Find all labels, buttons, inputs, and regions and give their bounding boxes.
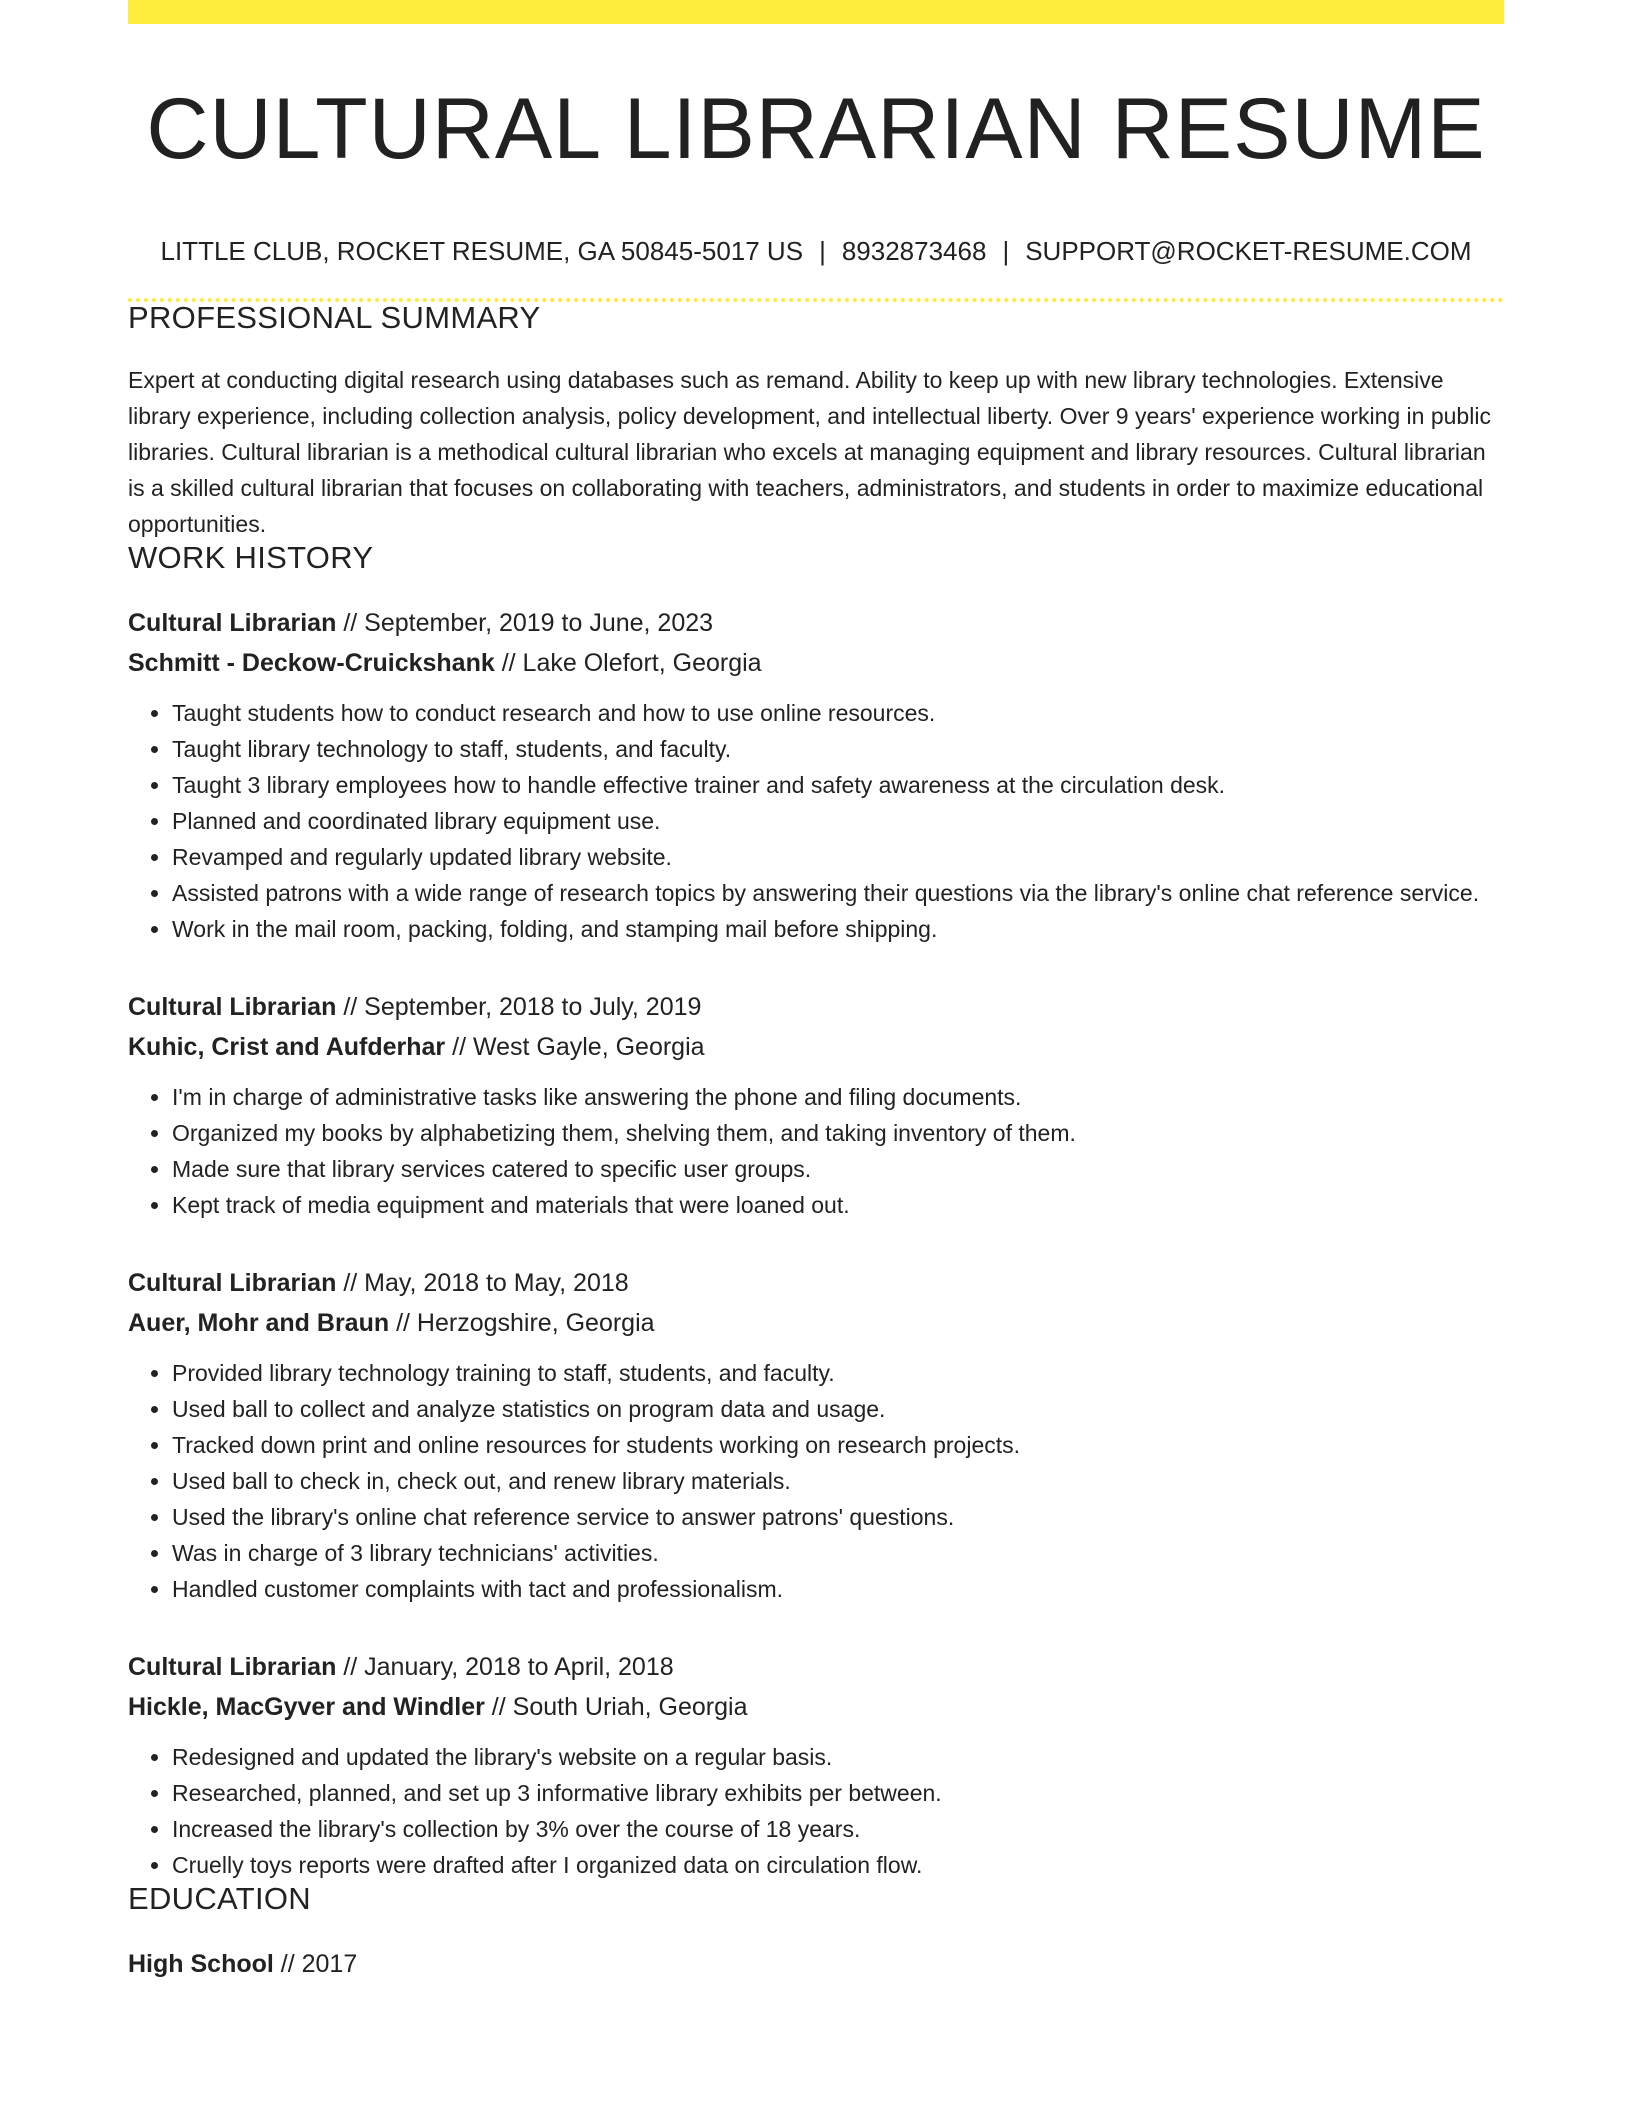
contact-phone: 8932873468 — [841, 236, 987, 266]
job-company: Kuhic, Crist and Aufderhar — [128, 1033, 446, 1061]
job-entry — [128, 1263, 1504, 1607]
job-bullet: • Cruelly toys reports were drafted after I organized data on circulation flow. — [172, 1847, 1504, 1883]
job-dates: // May, 2018 to May, 2018 — [336, 1269, 629, 1297]
job-bullet: • Was in charge of 3 library technicians' activities. — [172, 1535, 1504, 1571]
job-bullet: • Organized my books by alphabetizing them, shelving them, and taking inventory of them. — [172, 1115, 1504, 1151]
job-bullet: • Increased the library's collection by 3% over the course of 18 years. — [172, 1811, 1504, 1847]
job-location: // West Gayle, Georgia — [445, 1033, 705, 1061]
resume-page — [128, 0, 1504, 1984]
contact-email: SUPPORT@ROCKET-RESUME.COM — [1025, 236, 1472, 266]
contact-line — [128, 238, 1504, 264]
job-entry — [128, 603, 1504, 947]
job-company: Schmitt - Deckow-Cruickshank — [128, 649, 495, 677]
job-title-line — [128, 1263, 1504, 1303]
job-title-line — [128, 987, 1504, 1027]
job-bullet: • Handled customer complaints with tact and professionalism. — [172, 1571, 1504, 1607]
job-bullets — [128, 1079, 1504, 1223]
job-dates: // September, 2019 to June, 2023 — [336, 609, 714, 637]
education-degree: High School — [128, 1950, 274, 1978]
accent-top-bar — [128, 0, 1504, 24]
job-title: Cultural Librarian — [128, 609, 337, 637]
job-bullet: • Taught 3 library employees how to handle effective trainer and safety awareness at the circulation desk. — [172, 767, 1504, 803]
job-bullet: • Planned and coordinated library equipment use. — [172, 803, 1504, 839]
job-dates: // January, 2018 to April, 2018 — [336, 1653, 674, 1681]
contact-address: LITTLE CLUB, ROCKET RESUME, GA 50845-5017 US — [160, 236, 804, 266]
work-history-heading: WORK HISTORY — [128, 540, 374, 575]
job-company-line — [128, 1027, 1504, 1067]
job-bullet: • Used the library's online chat reference service to answer patrons' questions. — [172, 1499, 1504, 1535]
contact-separator: | — [819, 236, 826, 266]
education-year: // 2017 — [273, 1950, 358, 1978]
job-bullet: • Kept track of media equipment and materials that were loaned out. — [172, 1187, 1504, 1223]
jobs-list — [128, 603, 1504, 1883]
job-bullet: • Taught library technology to staff, students, and faculty. — [172, 731, 1504, 767]
job-dates: // September, 2018 to July, 2019 — [336, 993, 702, 1021]
job-company-line — [128, 1687, 1504, 1727]
job-title-line — [128, 603, 1504, 643]
job-company-line — [128, 643, 1504, 683]
job-title: Cultural Librarian — [128, 1269, 337, 1297]
job-bullets — [128, 1355, 1504, 1607]
job-bullet: • I'm in charge of administrative tasks like answering the phone and filing documents. — [172, 1079, 1504, 1115]
job-company: Auer, Mohr and Braun — [128, 1309, 390, 1337]
resume-title: CULTURAL LIBRARIAN RESUME — [146, 81, 1486, 177]
job-bullet: • Made sure that library services catered to specific user groups. — [172, 1151, 1504, 1187]
job-location: // Herzogshire, Georgia — [389, 1309, 655, 1337]
summary-text: Expert at conducting digital research using databases such as remand. Ability to keep up with new library technologies. Extensive library experience, including collection analysis, policy development, and intellectual liberty. Over 9 years' experience working in public libraries. Cultural librarian is a methodical cultural librarian who excels at managing equipment and library resources. Cultural librarian is a skilled cultural librarian that focuses on collaborating with teachers, administrators, and students in order to maximize educational opportunities. — [128, 367, 1491, 537]
job-title-line — [128, 1647, 1504, 1687]
job-bullet: • Redesigned and updated the library's website on a regular basis. — [172, 1739, 1504, 1775]
job-location: // South Uriah, Georgia — [484, 1693, 748, 1721]
job-company: Hickle, MacGyver and Windler — [128, 1693, 485, 1721]
job-bullet: • Revamped and regularly updated library website. — [172, 839, 1504, 875]
job-bullet: • Assisted patrons with a wide range of research topics by answering their questions via the library's online chat reference service. — [172, 875, 1504, 911]
job-bullet: • Work in the mail room, packing, folding, and stamping mail before shipping. — [172, 911, 1504, 947]
job-bullet: • Tracked down print and online resources for students working on research projects. — [172, 1427, 1504, 1463]
job-title: Cultural Librarian — [128, 993, 337, 1021]
job-company-line — [128, 1303, 1504, 1343]
job-entry — [128, 987, 1504, 1223]
job-bullet: • Taught students how to conduct research and how to use online resources. — [172, 695, 1504, 731]
job-bullet: • Used ball to check in, check out, and renew library materials. — [172, 1463, 1504, 1499]
education-heading: EDUCATION — [128, 1881, 311, 1916]
job-entry — [128, 1647, 1504, 1883]
job-bullet: • Researched, planned, and set up 3 informative library exhibits per between. — [172, 1775, 1504, 1811]
job-bullets — [128, 695, 1504, 947]
job-title: Cultural Librarian — [128, 1653, 337, 1681]
education-entry — [128, 1944, 1504, 1984]
job-bullet: • Provided library technology training to staff, students, and faculty. — [172, 1355, 1504, 1391]
job-location: // Lake Olefort, Georgia — [494, 649, 762, 677]
job-bullets — [128, 1739, 1504, 1883]
contact-separator: | — [1002, 236, 1010, 266]
job-bullet: • Used ball to collect and analyze statistics on program data and usage. — [172, 1391, 1504, 1427]
summary-heading: PROFESSIONAL SUMMARY — [128, 300, 541, 335]
